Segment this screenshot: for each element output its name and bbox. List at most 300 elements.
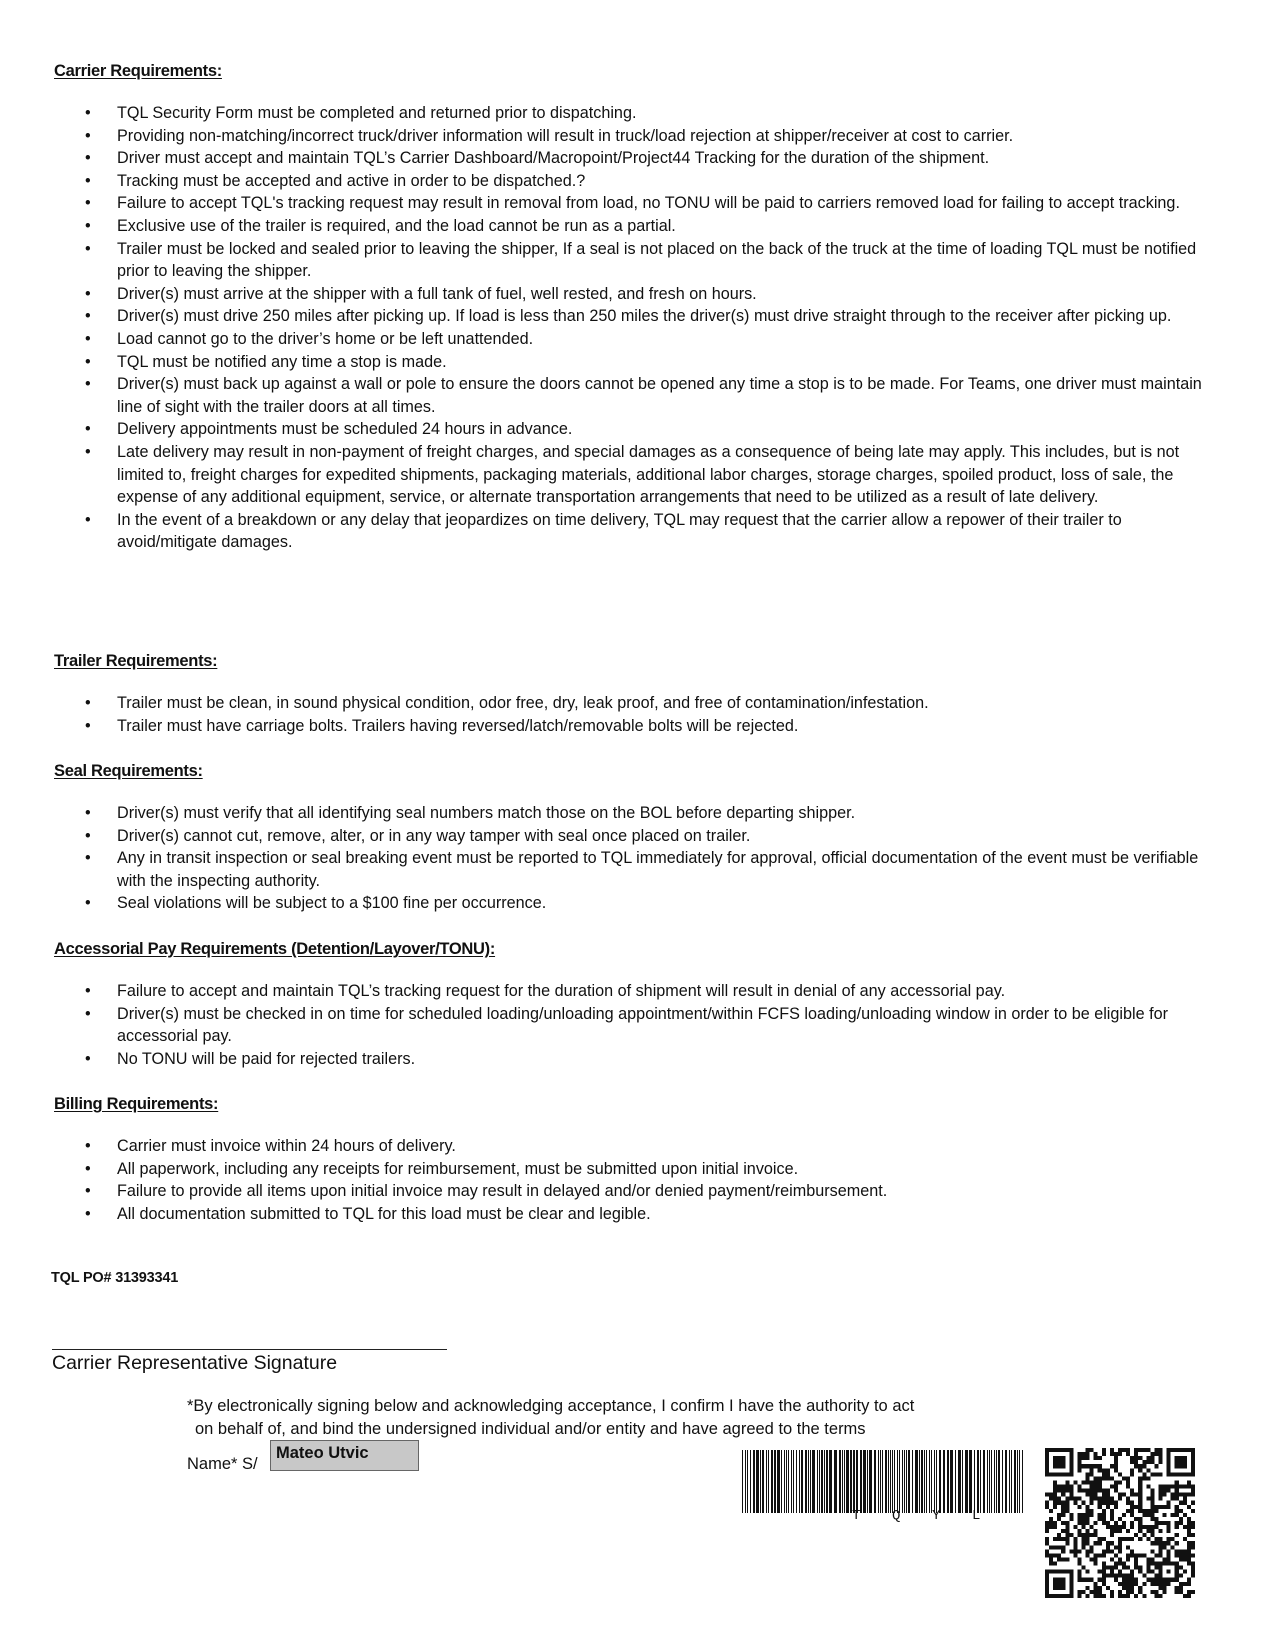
- qr-module: [1163, 1513, 1167, 1517]
- qr-module: [1171, 1493, 1175, 1497]
- qr-module: [1175, 1484, 1179, 1488]
- qr-module: [1138, 1521, 1142, 1525]
- barcode-bar: [846, 1450, 849, 1513]
- qr-module: [1086, 1513, 1090, 1517]
- qr-module: [1045, 1493, 1049, 1497]
- qr-module: [1187, 1484, 1191, 1488]
- qr-module: [1053, 1553, 1057, 1557]
- qr-module: [1110, 1448, 1114, 1452]
- qr-module: [1146, 1562, 1150, 1566]
- qr-module: [1159, 1537, 1163, 1541]
- qr-module: [1171, 1484, 1175, 1488]
- qr-module: [1057, 1557, 1061, 1561]
- qr-module: [1159, 1452, 1163, 1456]
- qr-module: [1065, 1529, 1069, 1533]
- accessorial-requirements-list: [54, 980, 1204, 1070]
- qr-module: [1142, 1594, 1146, 1598]
- qr-module: [1106, 1497, 1110, 1501]
- barcode-bar: [801, 1450, 803, 1513]
- qr-module: [1130, 1493, 1134, 1497]
- qr-module: [1045, 1529, 1049, 1533]
- barcode-bar: [777, 1450, 780, 1513]
- qr-module: [1065, 1484, 1069, 1488]
- qr-module: [1130, 1472, 1134, 1476]
- qr-module: [1073, 1480, 1077, 1484]
- barcode-bar: [810, 1450, 811, 1513]
- barcode-bar: [880, 1450, 881, 1513]
- qr-module: [1122, 1537, 1126, 1541]
- qr-module: [1057, 1484, 1061, 1488]
- qr-module: [1102, 1574, 1106, 1578]
- qr-module: [1183, 1501, 1187, 1505]
- qr-module: [1150, 1549, 1154, 1553]
- qr-module: [1081, 1517, 1085, 1521]
- qr-module: [1094, 1553, 1098, 1557]
- barcode-bar: [980, 1450, 981, 1513]
- qr-module: [1146, 1529, 1150, 1533]
- qr-module: [1110, 1574, 1114, 1578]
- qr-module: [1130, 1574, 1134, 1578]
- qr-module: [1073, 1541, 1077, 1545]
- qr-module: [1159, 1541, 1163, 1545]
- barcode-bar: [878, 1450, 879, 1513]
- qr-module: [1077, 1497, 1081, 1501]
- qr-module: [1073, 1497, 1077, 1501]
- qr-module: [1163, 1545, 1167, 1549]
- qr-module: [1065, 1557, 1069, 1561]
- qr-module: [1086, 1533, 1090, 1537]
- qr-module: [1159, 1553, 1163, 1557]
- qr-module: [1150, 1582, 1154, 1586]
- qr-module: [1086, 1529, 1090, 1533]
- qr-module: [1154, 1464, 1158, 1468]
- qr-module: [1106, 1489, 1110, 1493]
- qr-module: [1090, 1497, 1094, 1501]
- qr-module: [1187, 1578, 1191, 1582]
- qr-module: [1098, 1517, 1102, 1521]
- requirement-item: • Seal violations will be subject to a $100 fine per occurrence.: [54, 892, 1204, 915]
- qr-module: [1175, 1525, 1179, 1529]
- qr-module: [1191, 1489, 1195, 1493]
- qr-module: [1069, 1513, 1073, 1517]
- qr-module: [1159, 1460, 1163, 1464]
- qr-module: [1077, 1574, 1081, 1578]
- barcode-bar: [950, 1450, 953, 1513]
- qr-module: [1146, 1497, 1150, 1501]
- qr-module: [1159, 1493, 1163, 1497]
- qr-module: [1167, 1549, 1171, 1553]
- signature-line[interactable]: [52, 1349, 447, 1350]
- qr-module: [1110, 1549, 1114, 1553]
- qr-module: [1154, 1472, 1158, 1476]
- qr-module: [1090, 1525, 1094, 1529]
- qr-module: [1150, 1505, 1154, 1509]
- qr-module: [1179, 1586, 1183, 1590]
- qr-module: [1090, 1557, 1094, 1561]
- requirement-item: • Driver(s) cannot cut, remove, alter, or in any way tamper with seal once placed on trailer.: [54, 825, 1204, 848]
- qr-module: [1098, 1501, 1102, 1505]
- barcode-bar: [955, 1450, 956, 1513]
- qr-module: [1090, 1549, 1094, 1553]
- barcode-bar: [839, 1450, 841, 1513]
- qr-module: [1077, 1468, 1081, 1472]
- qr-module: [1130, 1586, 1134, 1590]
- barcode-bar: [808, 1450, 809, 1513]
- qr-module: [1191, 1545, 1195, 1549]
- qr-module: [1102, 1582, 1106, 1586]
- qr-module: [1118, 1562, 1122, 1566]
- qr-module: [1130, 1521, 1134, 1525]
- qr-module: [1094, 1464, 1098, 1468]
- barcode-bar: [850, 1450, 852, 1513]
- qr-module: [1134, 1493, 1138, 1497]
- qr-module: [1114, 1562, 1118, 1566]
- qr-module: [1191, 1521, 1195, 1525]
- qr-module: [1138, 1501, 1142, 1505]
- qr-module: [1142, 1460, 1146, 1464]
- name-label: Name* S/: [187, 1455, 258, 1473]
- qr-module: [1175, 1586, 1179, 1590]
- qr-module: [1053, 1480, 1057, 1484]
- qr-module: [1150, 1570, 1154, 1574]
- qr-module: [1167, 1501, 1171, 1505]
- qr-module: [1073, 1537, 1077, 1541]
- po-number: TQL PO# 31393341: [51, 1270, 179, 1286]
- qr-module: [1061, 1493, 1065, 1497]
- qr-module: [1118, 1493, 1122, 1497]
- qr-module: [1167, 1484, 1171, 1488]
- qr-module: [1102, 1472, 1106, 1476]
- qr-module: [1167, 1541, 1171, 1545]
- barcode-bar: [882, 1450, 883, 1513]
- qr-module: [1090, 1448, 1094, 1452]
- qr-module: [1122, 1521, 1126, 1525]
- qr-module: [1114, 1505, 1118, 1509]
- qr-module: [1065, 1489, 1069, 1493]
- qr-module: [1086, 1578, 1090, 1582]
- qr-module: [1187, 1517, 1191, 1521]
- qr-module: [1106, 1586, 1110, 1590]
- qr-module: [1086, 1448, 1090, 1452]
- qr-module: [1130, 1489, 1134, 1493]
- barcode-bar: [996, 1450, 997, 1513]
- qr-module: [1150, 1533, 1154, 1537]
- qr-module: [1086, 1521, 1090, 1525]
- qr-module: [1110, 1533, 1114, 1537]
- barcode-bar: [793, 1450, 794, 1513]
- qr-module: [1094, 1590, 1098, 1594]
- qr-module: [1110, 1541, 1114, 1545]
- qr-module: [1187, 1529, 1191, 1533]
- qr-module: [1065, 1509, 1069, 1513]
- qr-module: [1138, 1464, 1142, 1468]
- qr-module: [1077, 1521, 1081, 1525]
- qr-module: [1053, 1545, 1057, 1549]
- qr-module: [1094, 1557, 1098, 1561]
- qr-module: [1102, 1497, 1106, 1501]
- barcode-bar: [781, 1450, 782, 1513]
- qr-module: [1098, 1513, 1102, 1517]
- qr-module: [1122, 1582, 1126, 1586]
- qr-module: [1159, 1456, 1163, 1460]
- qr-module: [1175, 1493, 1179, 1497]
- qr-module: [1081, 1541, 1085, 1545]
- qr-module: [1179, 1484, 1183, 1488]
- qr-module: [1045, 1541, 1049, 1545]
- qr-module: [1057, 1501, 1061, 1505]
- barcode-bar: [947, 1450, 949, 1513]
- qr-module: [1134, 1557, 1138, 1561]
- qr-module: [1154, 1562, 1158, 1566]
- qr-module: [1187, 1545, 1191, 1549]
- qr-module: [1049, 1493, 1053, 1497]
- qr-module: [1126, 1537, 1130, 1541]
- qr-module: [1154, 1521, 1158, 1525]
- qr-module: [1126, 1476, 1130, 1480]
- qr-module: [1134, 1553, 1138, 1557]
- qr-module: [1077, 1460, 1081, 1464]
- qr-module: [1122, 1562, 1126, 1566]
- barcode-bar: [989, 1450, 990, 1513]
- barcode-bar: [786, 1450, 787, 1513]
- qr-module: [1086, 1505, 1090, 1509]
- qr-module: [1106, 1521, 1110, 1525]
- qr-module: [1163, 1557, 1167, 1561]
- qr-module: [1090, 1480, 1094, 1484]
- qr-module: [1094, 1521, 1098, 1525]
- barcode-bar: [856, 1450, 858, 1513]
- qr-module: [1150, 1517, 1154, 1521]
- qr-module: [1179, 1557, 1183, 1561]
- qr-module: [1114, 1578, 1118, 1582]
- qr-module: [1154, 1590, 1158, 1594]
- qr-module: [1086, 1480, 1090, 1484]
- qr-module: [1167, 1489, 1171, 1493]
- qr-module: [1130, 1468, 1134, 1472]
- barcode-bar: [842, 1450, 843, 1513]
- qr-module: [1102, 1578, 1106, 1582]
- qr-module: [1053, 1521, 1057, 1525]
- qr-module: [1077, 1570, 1081, 1574]
- barcode-bar: [834, 1450, 837, 1513]
- qr-module: [1102, 1562, 1106, 1566]
- qr-module: [1098, 1586, 1102, 1590]
- qr-module: [1126, 1497, 1130, 1501]
- qr-module: [1049, 1517, 1053, 1521]
- qr-module: [1187, 1557, 1191, 1561]
- qr-module: [1138, 1489, 1142, 1493]
- qr-module: [1110, 1509, 1114, 1513]
- qr-module: [1175, 1553, 1179, 1557]
- qr-module: [1110, 1517, 1114, 1521]
- qr-module: [1175, 1456, 1187, 1468]
- qr-module: [1154, 1574, 1158, 1578]
- barcode-bar: [987, 1450, 988, 1513]
- barcode-bar: [762, 1450, 764, 1513]
- qr-module: [1077, 1517, 1081, 1521]
- qr-module: [1179, 1590, 1183, 1594]
- barcode-bar: [934, 1450, 935, 1513]
- qr-module: [1130, 1537, 1134, 1541]
- barcode-bar: [939, 1450, 941, 1513]
- qr-module: [1086, 1464, 1090, 1468]
- qr-module: [1057, 1497, 1061, 1501]
- qr-module: [1061, 1521, 1065, 1525]
- qr-module: [1126, 1452, 1130, 1456]
- qr-module: [1183, 1582, 1187, 1586]
- qr-module: [1183, 1594, 1187, 1598]
- qr-module: [1183, 1549, 1187, 1553]
- barcode-bar: [844, 1450, 845, 1513]
- barcode-bar: [998, 1450, 1000, 1513]
- qr-module: [1130, 1509, 1134, 1513]
- qr-module: [1098, 1497, 1102, 1501]
- barcode-bar: [991, 1450, 992, 1513]
- barcode-bar: [936, 1450, 937, 1513]
- qr-module: [1154, 1509, 1158, 1513]
- barcode-caption-char: Q: [892, 1508, 901, 1524]
- qr-module: [1098, 1456, 1102, 1460]
- qr-module: [1130, 1460, 1134, 1464]
- barcode-bar: [943, 1450, 945, 1513]
- qr-module: [1179, 1517, 1183, 1521]
- qr-code-icon: [1045, 1448, 1195, 1598]
- acknowledgement-text: [187, 1395, 1047, 1440]
- qr-module: [1126, 1557, 1130, 1561]
- qr-module: [1118, 1448, 1122, 1452]
- qr-module: [1110, 1557, 1114, 1561]
- qr-module: [1142, 1464, 1146, 1468]
- qr-module: [1110, 1566, 1114, 1570]
- qr-module: [1126, 1582, 1130, 1586]
- qr-module: [1150, 1501, 1154, 1505]
- qr-module: [1163, 1489, 1167, 1493]
- qr-module: [1106, 1468, 1110, 1472]
- qr-module: [1142, 1448, 1146, 1452]
- qr-module: [1183, 1553, 1187, 1557]
- qr-module: [1163, 1582, 1167, 1586]
- qr-module: [1171, 1513, 1175, 1517]
- qr-module: [1049, 1509, 1053, 1513]
- qr-module: [1130, 1553, 1134, 1557]
- qr-module: [1126, 1590, 1130, 1594]
- qr-module: [1102, 1594, 1106, 1598]
- qr-module: [1138, 1553, 1142, 1557]
- qr-module: [1134, 1448, 1138, 1452]
- requirement-item: • All paperwork, including any receipts for reimbursement, must be submitted upon initial invoice.: [54, 1158, 1204, 1181]
- qr-module: [1118, 1549, 1122, 1553]
- barcode-bar: [904, 1450, 905, 1513]
- qr-module: [1130, 1578, 1134, 1582]
- qr-module: [1069, 1489, 1073, 1493]
- barcode-icon: [740, 1450, 1025, 1513]
- barcode-bar: [1009, 1450, 1010, 1513]
- qr-module: [1122, 1493, 1126, 1497]
- barcode-bar: [745, 1450, 746, 1513]
- qr-module: [1154, 1448, 1158, 1452]
- qr-module: [1098, 1553, 1102, 1557]
- barcode-caption-char: L: [972, 1508, 981, 1524]
- barcode-bar: [750, 1450, 751, 1513]
- barcode-bar: [906, 1450, 907, 1513]
- qr-module: [1187, 1505, 1191, 1509]
- name-field[interactable]: Mateo Utvic: [270, 1440, 419, 1471]
- qr-module: [1126, 1484, 1130, 1488]
- qr-module: [1102, 1537, 1106, 1541]
- requirement-item: • Delivery appointments must be scheduled 24 hours in advance.: [54, 418, 1204, 441]
- qr-module: [1106, 1574, 1110, 1578]
- qr-module: [1146, 1476, 1150, 1480]
- qr-module: [1110, 1476, 1114, 1480]
- qr-module: [1191, 1590, 1195, 1594]
- qr-module: [1150, 1460, 1154, 1464]
- qr-module: [1126, 1509, 1130, 1513]
- qr-module: [1098, 1537, 1102, 1541]
- barcode-bar: [753, 1450, 755, 1513]
- barcode-bar: [766, 1450, 767, 1513]
- barcode-bar: [926, 1450, 927, 1513]
- qr-module: [1150, 1525, 1154, 1529]
- qr-module: [1159, 1484, 1163, 1488]
- qr-module: [1142, 1533, 1146, 1537]
- qr-module: [1110, 1525, 1114, 1529]
- qr-module: [1094, 1541, 1098, 1545]
- qr-module: [1163, 1521, 1167, 1525]
- qr-module: [1114, 1566, 1118, 1570]
- qr-module: [1130, 1525, 1134, 1529]
- qr-module: [1057, 1537, 1061, 1541]
- barcode-bar: [747, 1450, 748, 1513]
- qr-module: [1138, 1505, 1142, 1509]
- qr-module: [1065, 1525, 1069, 1529]
- qr-module: [1102, 1517, 1106, 1521]
- qr-module: [1167, 1525, 1171, 1529]
- qr-module: [1077, 1464, 1081, 1468]
- qr-module: [1049, 1562, 1053, 1566]
- qr-module: [1086, 1517, 1090, 1521]
- qr-module: [1069, 1484, 1073, 1488]
- qr-module: [1191, 1570, 1195, 1574]
- qr-module: [1118, 1574, 1122, 1578]
- qr-module: [1045, 1501, 1049, 1505]
- barcode-bar: [796, 1450, 797, 1513]
- qr-module: [1159, 1472, 1163, 1476]
- qr-module: [1187, 1521, 1191, 1525]
- qr-module: [1150, 1452, 1154, 1456]
- seal-requirements-heading: Seal Requirements:: [54, 762, 203, 780]
- qr-module: [1073, 1545, 1077, 1549]
- qr-module: [1175, 1549, 1179, 1553]
- qr-module: [1191, 1562, 1195, 1566]
- qr-module: [1146, 1557, 1150, 1561]
- qr-module: [1191, 1574, 1195, 1578]
- qr-module: [1102, 1468, 1106, 1472]
- qr-module: [1183, 1537, 1187, 1541]
- qr-module: [1138, 1456, 1142, 1460]
- qr-module: [1187, 1541, 1191, 1545]
- qr-module: [1086, 1594, 1090, 1598]
- barcode-bar: [994, 1450, 995, 1513]
- qr-module: [1126, 1529, 1130, 1533]
- barcode-bar: [768, 1450, 769, 1513]
- qr-module: [1077, 1594, 1081, 1598]
- qr-module: [1045, 1553, 1049, 1557]
- qr-module: [1102, 1448, 1106, 1452]
- barcode-bar: [1002, 1450, 1003, 1513]
- barcode-bar: [888, 1450, 889, 1513]
- qr-module: [1061, 1513, 1065, 1517]
- qr-module: [1098, 1578, 1102, 1582]
